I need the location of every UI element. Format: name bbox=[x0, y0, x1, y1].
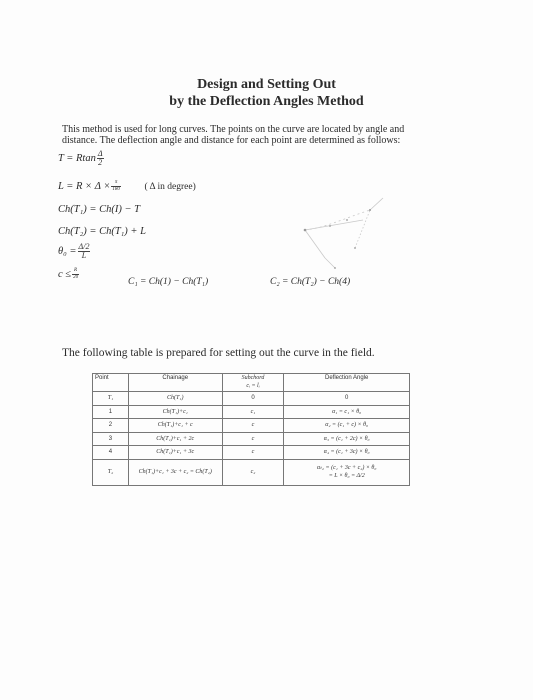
header-subchord-line-2: cᵢ = lᵢ bbox=[246, 383, 260, 389]
table-header-row bbox=[93, 374, 410, 392]
formula-theta bbox=[58, 243, 91, 260]
intro-line-1: This method is used for long curves. The points on the curve are located by angle and bbox=[62, 124, 405, 135]
header-subchord bbox=[222, 374, 284, 392]
formula-subchord-c2: C₂ = Ch(T₂) − Ch(4) bbox=[270, 277, 351, 287]
intro-line-2: distance. The deflection angle and distance for each point are determined as follows: bbox=[62, 135, 401, 146]
header-deflection: Deflection Angle bbox=[284, 374, 410, 392]
formula-chainage-t2: Ch(T₂) = Ch(T₁) + L bbox=[58, 226, 146, 237]
cell-point: T₁ bbox=[93, 392, 129, 406]
cell-chainage: Ch(T₁)+c₁ + 3c bbox=[128, 446, 222, 460]
cell-subchord: c bbox=[222, 432, 284, 446]
fraction-numerator: π bbox=[111, 180, 121, 187]
cell-chainage: Ch(T₁)+c₁ + 3c + c₂ = Ch(T₂) bbox=[128, 459, 222, 485]
setting-out-table bbox=[92, 373, 410, 486]
cell-point: 1 bbox=[93, 405, 129, 419]
table-row bbox=[93, 432, 410, 446]
formula-length-lhs: L = R × Δ × bbox=[58, 180, 111, 192]
fraction-denominator: 180 bbox=[112, 187, 120, 192]
formula-tangent-fraction bbox=[97, 150, 104, 167]
formula-subchord-c1: C₁ = Ch(1) − Ch(T₁) bbox=[128, 277, 209, 287]
formula-tangent-length bbox=[58, 150, 105, 167]
fraction-denominator: 20 bbox=[73, 275, 79, 280]
cell-chainage: Ch(T₁) bbox=[128, 392, 222, 406]
cell-subchord: 0 bbox=[222, 392, 284, 406]
cell-deflection: α₄ = (c₁ + 3c) × θ₀ bbox=[284, 446, 410, 460]
cell-subchord: c bbox=[222, 446, 284, 460]
header-subchord-line-1: Subchord bbox=[241, 375, 265, 381]
cell-point: 3 bbox=[93, 432, 129, 446]
formula-length-fraction bbox=[111, 180, 121, 193]
cell-deflection: α₃ = (c₁ + 2c) × θ₀ bbox=[284, 432, 410, 446]
formula-length-note: ( Δ in degree) bbox=[144, 181, 196, 192]
curve-sketch-diagram bbox=[295, 168, 415, 278]
cell-point: 4 bbox=[93, 446, 129, 460]
cell-chainage: Ch(T₁)+c₁ + 2c bbox=[128, 432, 222, 446]
cell-deflection: α₁ = c₁ × θ₀ bbox=[284, 405, 410, 419]
cell-deflection-line-2: = L × θ₀ = Δ/2 bbox=[328, 473, 365, 479]
fraction-denominator: 2 bbox=[98, 158, 103, 167]
formula-chainage-t1: Ch(T₁) = Ch(I) − T bbox=[58, 204, 140, 215]
formula-chord-limit bbox=[58, 268, 80, 281]
table-row bbox=[93, 419, 410, 433]
fraction-numerator: R bbox=[74, 268, 78, 273]
table-row bbox=[93, 446, 410, 460]
formula-theta-fraction bbox=[78, 243, 91, 260]
cell-deflection: α₂ = (c₁ + c) × θ₀ bbox=[284, 419, 410, 433]
cell-point: T₂ bbox=[93, 459, 129, 485]
header-point: Point bbox=[93, 374, 129, 392]
fraction-numerator: Δ bbox=[97, 149, 103, 158]
table-row bbox=[93, 459, 410, 485]
header-chainage: Chainage bbox=[128, 374, 222, 392]
formula-theta-lhs: θ₀ = bbox=[58, 245, 77, 257]
formula-chord-lhs: c ≤ bbox=[58, 268, 72, 280]
fraction-numerator: Δ/2 bbox=[78, 242, 90, 251]
cell-subchord: c₂ bbox=[222, 459, 284, 485]
formula-curve-length bbox=[58, 180, 196, 193]
table-row bbox=[93, 392, 410, 406]
cell-subchord: c₁ bbox=[222, 405, 284, 419]
cell-deflection bbox=[284, 459, 410, 485]
cell-chainage: Ch(T₁)+c₁ bbox=[128, 405, 222, 419]
formula-chord-fraction bbox=[72, 268, 79, 281]
cell-chainage: Ch(T₁)+c₁ + c bbox=[128, 419, 222, 433]
fraction-denominator: L bbox=[81, 251, 87, 260]
formula-tangent-lhs: T = Rtan bbox=[58, 152, 96, 164]
document-title-line-2: by the Deflection Angles Method bbox=[169, 94, 364, 109]
table-caption: The following table is prepared for setting out the curve in the field. bbox=[62, 347, 375, 359]
cell-deflection-line-1: αₜ₂ = (c₁ + 3c + c₂) × θ₀ bbox=[317, 465, 377, 471]
cell-deflection: 0 bbox=[284, 392, 410, 406]
table-row bbox=[93, 405, 410, 419]
cell-subchord: c bbox=[222, 419, 284, 433]
document-title-line-1: Design and Setting Out bbox=[197, 77, 336, 92]
cell-point: 2 bbox=[93, 419, 129, 433]
